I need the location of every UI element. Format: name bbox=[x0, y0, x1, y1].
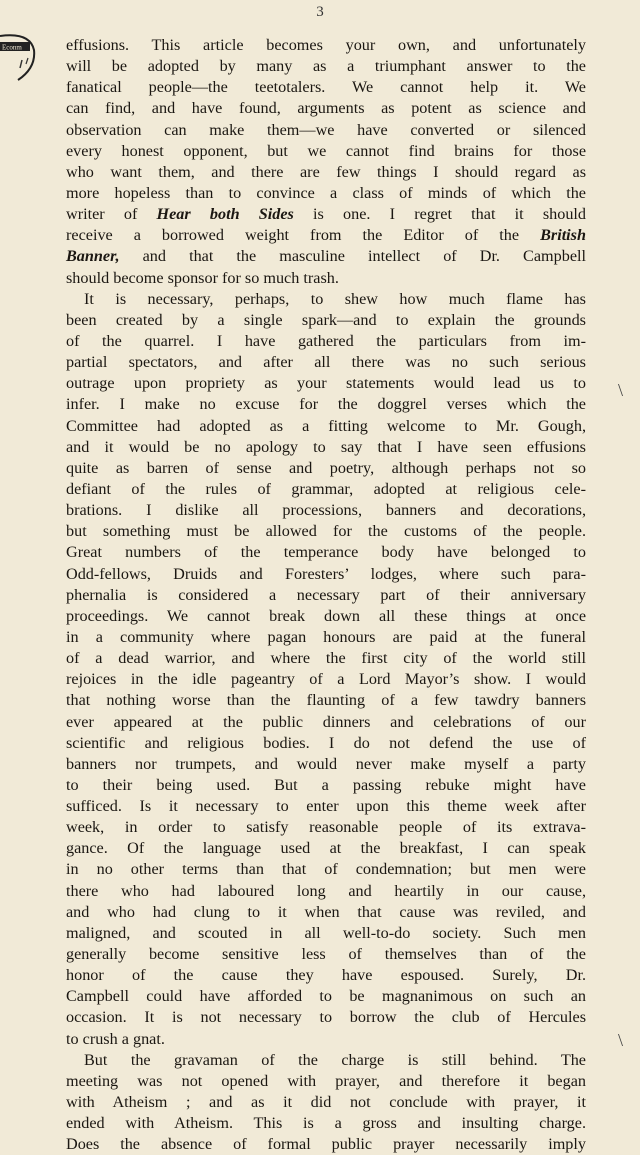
text-line: Committee had adopted as a fitting welcome to Mr. Gough, bbox=[66, 416, 586, 435]
text-line: with Atheism ; and as it did not conclude with prayer, it bbox=[66, 1093, 586, 1112]
italic-title: Hear both Sides bbox=[156, 205, 294, 224]
text-line: been created by a single spark—and to explain the grounds bbox=[66, 310, 586, 329]
text-line: Campbell could have afforded to be magnanimous on such an bbox=[66, 987, 586, 1006]
text-run: is one. I regret that it should bbox=[293, 205, 587, 224]
text-line: of a dead warrior, and where the first city of the world still bbox=[66, 649, 586, 668]
text-line: fanatical people—the teetotalers. We cannot help it. We bbox=[66, 78, 586, 97]
text-line: Odd-fellows, Druids and Foresters’ lodges, where such para- bbox=[66, 564, 586, 583]
text-line bbox=[66, 204, 586, 225]
text-line: defiant of the rules of grammar, adopted at religious cele- bbox=[66, 479, 586, 498]
text-line: more hopeless than to convince a class of minds of which the bbox=[66, 183, 586, 202]
text-line: maligned, and scouted in all well-to-do society. Such men bbox=[66, 923, 586, 942]
text-line: of the quarrel. I have gathered the particulars from im- bbox=[66, 331, 586, 350]
text-line: Does the absence of formal public prayer necessarily imply bbox=[66, 1135, 586, 1154]
text-line: ended with Atheism. This is a gross and insulting charge. bbox=[66, 1114, 586, 1133]
text-line bbox=[66, 246, 586, 267]
text-line: honor of the cause they have espoused. Surely, Dr. bbox=[66, 966, 586, 985]
library-stamp-icon bbox=[0, 28, 38, 88]
text-line: banners nor trumpets, and would never make myself a party bbox=[66, 754, 586, 773]
text-run: writer of bbox=[66, 205, 157, 224]
text-line: to crush a gnat. bbox=[66, 1029, 165, 1048]
text-line: that nothing worse than the flaunting of a few tawdry banners bbox=[66, 691, 586, 710]
text-line: Great numbers of the temperance body have belonged to bbox=[66, 543, 586, 562]
text-line: ever appeared at the public dinners and celebrations of our bbox=[66, 712, 586, 731]
text-line: sufficed. Is it necessary to enter upon this theme week after bbox=[66, 797, 586, 816]
text-line: phernalia is considered a necessary part of their anniversary bbox=[66, 585, 586, 604]
text-line: gance. Of the language used at the breakfast, I can speak bbox=[66, 839, 586, 858]
text-line: and it would be no apology to say that I have seen effusions bbox=[66, 437, 586, 456]
text-line: and who had clung to it when that cause was reviled, and bbox=[66, 902, 586, 921]
margin-mark: \ bbox=[618, 380, 624, 400]
text-line: proceedings. We cannot break down all these things at once bbox=[66, 606, 586, 625]
italic-title: Banner, bbox=[66, 247, 120, 266]
text-run: receive a borrowed weight from the Editor of the bbox=[66, 226, 541, 245]
text-line bbox=[66, 225, 586, 246]
text-line: partial spectators, and after all there was no such serious bbox=[66, 353, 586, 372]
svg-text:Econm: Econm bbox=[2, 43, 22, 52]
text-line: occasion. It is not necessary to borrow the club of Hercules bbox=[66, 1008, 586, 1027]
text-line: who want them, and there are few things I should regard as bbox=[66, 162, 586, 181]
page-number: 3 bbox=[316, 4, 324, 20]
text-line: in no other terms than that of condemnation; but men were bbox=[66, 860, 586, 879]
text-line: It is necessary, perhaps, to shew how much flame has bbox=[84, 289, 586, 308]
text-line: there who had laboured long and heartily in our cause, bbox=[66, 881, 586, 900]
text-line: meeting was not opened with prayer, and therefore it began bbox=[66, 1071, 586, 1090]
text-line: observation can make them—we have converted or silenced bbox=[66, 120, 586, 139]
body-text bbox=[66, 35, 586, 1155]
text-run: and that the masculine intellect of Dr. Campbell bbox=[119, 247, 586, 266]
text-line: week, in order to satisfy reasonable people of its extrava- bbox=[66, 818, 586, 837]
text-line: infer. I make no excuse for the doggrel verses which the bbox=[66, 395, 586, 414]
text-line: will be adopted by many as a triumphant answer to the bbox=[66, 57, 586, 76]
text-line: to their being used. But a passing rebuke might have bbox=[66, 775, 586, 794]
text-line: quite as barren of sense and poetry, although perhaps not so bbox=[66, 458, 586, 477]
text-line: brations. I dislike all processions, banners and decorations, bbox=[66, 501, 586, 520]
text-line: every honest opponent, but we cannot find brains for those bbox=[66, 141, 586, 160]
text-line: rejoices in the idle pageantry of a Lord Mayor’s show. I would bbox=[66, 670, 586, 689]
text-line: But the gravaman of the charge is still behind. The bbox=[84, 1050, 586, 1069]
text-line: outrage upon propriety as your statements would lead us to bbox=[66, 374, 586, 393]
text-line: in a community where pagan honours are paid at the funeral bbox=[66, 627, 586, 646]
italic-title: British bbox=[540, 226, 586, 245]
text-line: scientific and religious bodies. I do not defend the use of bbox=[66, 733, 586, 752]
margin-mark: \ bbox=[618, 1030, 624, 1050]
text-line: but something must be allowed for the customs of the people. bbox=[66, 522, 586, 541]
text-line: effusions. This article becomes your own, and unfortunately bbox=[66, 36, 586, 54]
text-line: should become sponsor for so much trash. bbox=[66, 268, 339, 287]
text-line: can find, and have found, arguments as potent as science and bbox=[66, 99, 586, 118]
text-line: generally become sensitive less of themselves than of the bbox=[66, 945, 586, 964]
